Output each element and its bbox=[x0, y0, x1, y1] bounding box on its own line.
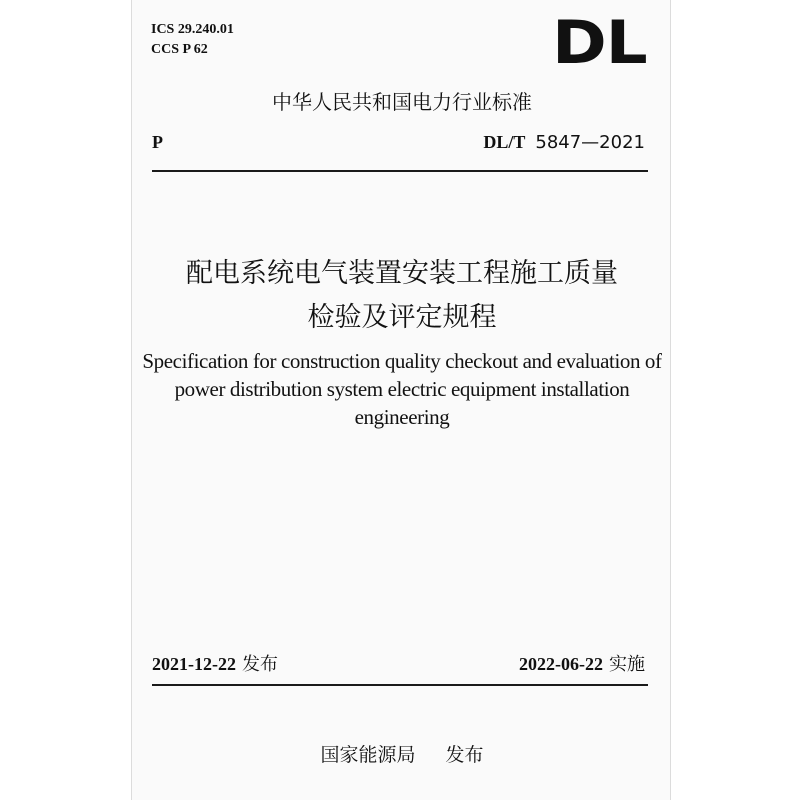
classification-codes bbox=[151, 20, 234, 60]
industry-standard-heading: 中华人民共和国电力行业标准 bbox=[272, 90, 532, 114]
top-divider bbox=[152, 170, 648, 172]
category-code: P bbox=[152, 132, 163, 152]
standard-number-value: 5847—2021 bbox=[535, 132, 645, 153]
ics-code: ICS 29.240.01 bbox=[151, 22, 234, 37]
english-title bbox=[132, 347, 672, 431]
publisher-label: 发布 bbox=[445, 744, 484, 766]
english-title-line-2: power distribution system electric equipment installation engineering bbox=[174, 377, 630, 429]
chinese-title-line-1: 配电系统电气装置安装工程施工质量 bbox=[186, 258, 618, 289]
standard-cover bbox=[131, 0, 671, 800]
ccs-code: CCS P 62 bbox=[151, 42, 208, 57]
issue-date: 2021-12-22 bbox=[152, 654, 236, 674]
dl-logo: DL bbox=[552, 8, 647, 78]
bottom-divider bbox=[152, 684, 648, 686]
publisher-line bbox=[132, 742, 672, 768]
english-title-line-1: Specification for construction quality checkout and evaluation of bbox=[142, 349, 662, 373]
publisher-name: 国家能源局 bbox=[320, 744, 416, 766]
chinese-title bbox=[132, 252, 672, 340]
standard-prefix: DL/T bbox=[483, 132, 526, 152]
chinese-title-line-2: 检验及评定规程 bbox=[307, 302, 497, 333]
implement-date: 2022-06-22 bbox=[519, 654, 603, 674]
issue-date-block bbox=[152, 652, 278, 677]
implement-date-block bbox=[519, 652, 645, 677]
issue-label: 发布 bbox=[242, 654, 278, 675]
standard-number bbox=[483, 130, 645, 155]
implement-label: 实施 bbox=[609, 654, 645, 675]
